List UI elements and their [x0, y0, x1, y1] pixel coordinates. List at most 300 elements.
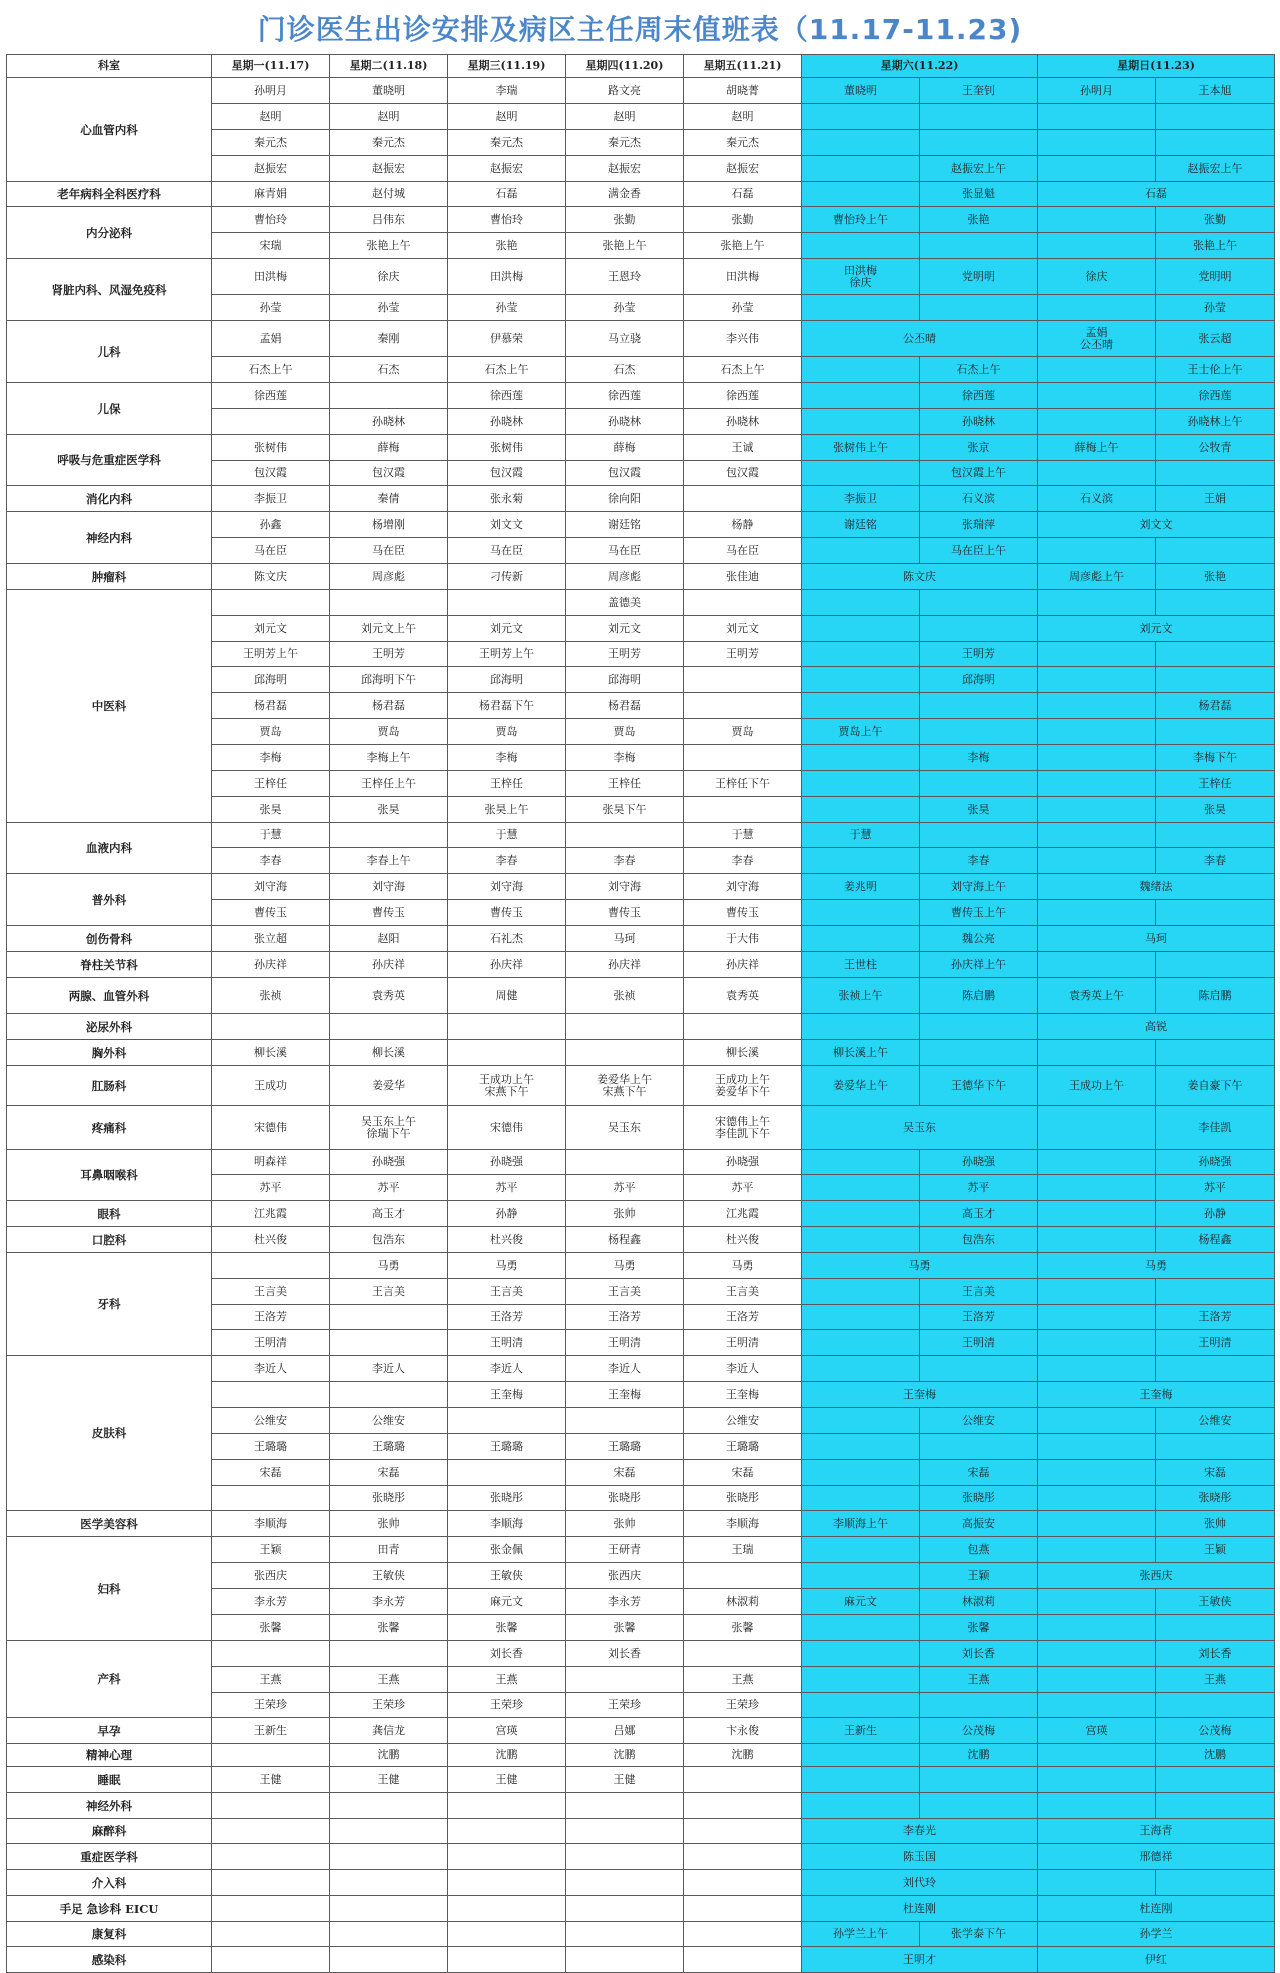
weekday-duty-cell: 王燕: [684, 1667, 802, 1693]
weekday-duty-cell: [330, 1844, 448, 1870]
weekend-duty-cell: [1038, 1641, 1156, 1667]
weekday-duty-cell: 杨君磊: [566, 693, 684, 719]
weekday-duty-cell: 李顺海: [684, 1511, 802, 1537]
weekday-duty-cell: 张勤: [566, 207, 684, 233]
weekday-duty-cell: 王明清: [448, 1330, 566, 1356]
weekday-duty-cell: [566, 1844, 684, 1870]
weekday-duty-cell: 张祯: [212, 978, 330, 1014]
weekday-duty-cell: 孙莹: [212, 295, 330, 321]
weekday-duty-cell: [330, 823, 448, 848]
weekday-duty-cell: 龚信龙: [330, 1718, 448, 1744]
table-row: [7, 383, 1275, 409]
weekday-duty-cell: 明森祥: [212, 1150, 330, 1175]
weekday-duty-cell: 贾岛: [448, 719, 566, 745]
weekend-duty-cell: [1156, 952, 1275, 978]
weekend-duty-cell: 张艳: [920, 207, 1038, 233]
weekday-duty-cell: [330, 1330, 448, 1356]
weekend-duty-cell: 高振安: [920, 1511, 1038, 1537]
weekday-duty-cell: [684, 1947, 802, 1973]
weekday-duty-cell: 张昊下午: [566, 797, 684, 823]
weekend-duty-cell: [802, 1150, 920, 1175]
department-cell: 心血管内科: [7, 78, 212, 182]
weekday-duty-cell: 张帅: [566, 1511, 684, 1537]
weekend-duty-cell: [1156, 1434, 1275, 1460]
weekend-duty-cell: [802, 1201, 920, 1227]
weekday-duty-cell: 孙静: [448, 1201, 566, 1227]
weekend-duty-cell: [1038, 383, 1156, 409]
weekend-duty-cell: 王明清: [920, 1330, 1038, 1356]
weekday-duty-cell: [566, 1947, 684, 1973]
table-row: [7, 1253, 1275, 1279]
department-cell: 手足 急诊科 EICU: [7, 1896, 212, 1922]
weekend-duty-cell: [1038, 295, 1156, 321]
weekday-duty-cell: 王健: [330, 1767, 448, 1793]
weekend-duty-cell: [802, 1175, 920, 1201]
weekday-duty-cell: [212, 1486, 330, 1511]
weekday-duty-cell: 陈文庆: [212, 564, 330, 590]
weekday-duty-cell: 杜兴俊: [448, 1227, 566, 1253]
weekend-duty-cell: [802, 616, 920, 642]
weekend-duty-cell: 党明明: [1156, 259, 1275, 295]
weekend-duty-cell: [802, 1279, 920, 1305]
weekday-duty-cell: [448, 1040, 566, 1066]
weekend-duty-cell: 姜爱华上午: [802, 1066, 920, 1106]
weekend-duty-cell: [802, 1356, 920, 1382]
weekend-duty-cell: [802, 1563, 920, 1589]
weekday-duty-cell: 马在臣: [212, 538, 330, 564]
weekday-duty-cell: 石杰上午: [448, 357, 566, 383]
weekend-duty-cell: 张帅: [1156, 1511, 1275, 1537]
weekend-duty-cell: [802, 693, 920, 719]
weekend-duty-cell: 李振卫: [802, 486, 920, 512]
weekend-duty-cell: [920, 771, 1038, 797]
weekend-duty-cell: 刘守海上午: [920, 874, 1038, 900]
weekend-duty-cell: 王洛芳: [1156, 1305, 1275, 1330]
weekday-duty-cell: 刘守海: [566, 874, 684, 900]
weekday-duty-cell: 杨君磊下午: [448, 693, 566, 719]
weekday-duty-cell: 宋磊: [566, 1460, 684, 1486]
weekday-duty-cell: 李近人: [212, 1356, 330, 1382]
weekday-duty-cell: 赵付城: [330, 182, 448, 207]
weekend-duty-cell: 薛梅上午: [1038, 435, 1156, 461]
weekday-duty-cell: 曹怡玲: [448, 207, 566, 233]
weekday-duty-cell: 宋磊: [212, 1460, 330, 1486]
weekend-duty-cell: [1156, 461, 1275, 486]
weekday-duty-cell: [212, 1382, 330, 1408]
duty-schedule-table: [6, 54, 1275, 1973]
weekday-duty-cell: [330, 1870, 448, 1896]
weekday-duty-cell: 王荣珍: [448, 1693, 566, 1718]
weekend-duty-cell: [1038, 1460, 1156, 1486]
department-cell: 肛肠科: [7, 1066, 212, 1106]
weekday-duty-cell: 曹传玉: [448, 900, 566, 926]
weekend-duty-cell: 王颖: [1156, 1537, 1275, 1563]
weekday-duty-cell: 胡晓菁: [684, 78, 802, 104]
table-row: [7, 564, 1275, 590]
weekend-duty-cell: [802, 926, 920, 952]
weekend-duty-cell: 贾岛上午: [802, 719, 920, 745]
weekend-duty-cell: [1038, 719, 1156, 745]
weekend-duty-cell: 柳长溪上午: [802, 1040, 920, 1066]
weekend-duty-cell: [1038, 1150, 1156, 1175]
weekend-duty-cell: [1156, 719, 1275, 745]
weekday-duty-cell: 周彦彪: [566, 564, 684, 590]
department-cell: 疼痛科: [7, 1106, 212, 1150]
weekday-duty-cell: [684, 590, 802, 616]
weekend-duty-cell: 李顺海上午: [802, 1511, 920, 1537]
weekday-duty-cell: [212, 1793, 330, 1819]
weekday-duty-cell: 孙庆祥: [684, 952, 802, 978]
weekday-duty-cell: 王璐璐: [448, 1434, 566, 1460]
weekday-duty-cell: 张昊: [212, 797, 330, 823]
table-row: [7, 823, 1275, 848]
weekday-duty-cell: 田青: [330, 1537, 448, 1563]
weekday-duty-cell: [212, 590, 330, 616]
weekday-duty-cell: 宋磊: [330, 1460, 448, 1486]
weekend-duty-cell: 公维安: [920, 1408, 1038, 1434]
weekend-duty-cell: [1038, 1330, 1156, 1356]
weekday-duty-cell: 姜爱华: [330, 1066, 448, 1106]
table-row: [7, 926, 1275, 952]
weekday-duty-cell: 李近人: [684, 1356, 802, 1382]
weekend-duty-cell: [802, 1330, 920, 1356]
weekday-duty-cell: 王梓任上午: [330, 771, 448, 797]
weekday-duty-cell: 张金佩: [448, 1537, 566, 1563]
weekend-duty-cell: 王燕: [1156, 1667, 1275, 1693]
department-cell: 早孕: [7, 1718, 212, 1744]
department-cell: 眼科: [7, 1201, 212, 1227]
weekday-duty-cell: 李春: [448, 848, 566, 874]
weekend-duty-cell: 李梅: [920, 745, 1038, 771]
weekday-duty-cell: 孟娟: [212, 321, 330, 357]
department-cell: 皮肤科: [7, 1356, 212, 1511]
weekday-duty-cell: [330, 1641, 448, 1667]
weekend-duty-cell: [802, 1014, 920, 1040]
weekend-duty-cell: 刘文文: [1038, 512, 1275, 538]
weekday-duty-cell: 王奎梅: [448, 1382, 566, 1408]
weekday-duty-cell: 杨君磊: [212, 693, 330, 719]
weekday-duty-cell: 李振卫: [212, 486, 330, 512]
weekday-duty-cell: 刘元文: [684, 616, 802, 642]
weekend-duty-cell: 张昊: [1156, 797, 1275, 823]
weekend-duty-cell: [1038, 1537, 1156, 1563]
weekend-duty-cell: 孙学兰上午: [802, 1922, 920, 1947]
table-row: [7, 1922, 1275, 1947]
weekday-duty-cell: 包汉霞: [566, 461, 684, 486]
weekday-duty-cell: 王洛芳: [212, 1305, 330, 1330]
table-row: [7, 1066, 1275, 1106]
weekday-duty-cell: 秦刚: [330, 321, 448, 357]
weekday-duty-cell: 马在臣: [448, 538, 566, 564]
weekend-duty-cell: 高玉才: [920, 1201, 1038, 1227]
weekend-duty-cell: 王本旭: [1156, 78, 1275, 104]
weekday-duty-cell: 马立骁: [566, 321, 684, 357]
table-row: [7, 512, 1275, 538]
weekday-duty-cell: 宋德伟: [212, 1106, 330, 1150]
header-sun: 星期日(11.23): [1038, 55, 1275, 78]
weekday-duty-cell: 石杰上午: [212, 357, 330, 383]
weekday-duty-cell: 姜爱华上午 宋燕下午: [566, 1066, 684, 1106]
weekend-duty-cell: 王明清: [1156, 1330, 1275, 1356]
weekend-duty-cell: 王敏侠: [1156, 1589, 1275, 1615]
weekday-duty-cell: 刘守海: [212, 874, 330, 900]
weekend-duty-cell: [1038, 1693, 1156, 1718]
weekday-duty-cell: 孙晓林: [566, 409, 684, 435]
weekend-duty-cell: 石磊: [1038, 182, 1275, 207]
weekend-duty-cell: 张云超: [1156, 321, 1275, 357]
weekday-duty-cell: [684, 1014, 802, 1040]
weekday-duty-cell: 王言美: [684, 1279, 802, 1305]
weekday-duty-cell: 李梅: [448, 745, 566, 771]
weekday-duty-cell: 包汉霞: [330, 461, 448, 486]
weekend-duty-cell: [920, 1693, 1038, 1718]
table-row: [7, 1150, 1275, 1175]
weekend-duty-cell: 李春: [920, 848, 1038, 874]
weekday-duty-cell: [566, 1667, 684, 1693]
weekday-duty-cell: 孙莹: [566, 295, 684, 321]
weekday-duty-cell: 王健: [212, 1767, 330, 1793]
weekend-duty-cell: [1156, 900, 1275, 926]
weekday-duty-cell: 孙晓强: [330, 1150, 448, 1175]
weekend-duty-cell: [1038, 1486, 1156, 1511]
weekend-duty-cell: 沈鹏: [920, 1744, 1038, 1767]
weekend-duty-cell: 王言美: [920, 1279, 1038, 1305]
department-cell: 创伤骨科: [7, 926, 212, 952]
weekday-duty-cell: 张馨: [330, 1615, 448, 1641]
weekday-duty-cell: 李春: [566, 848, 684, 874]
weekday-duty-cell: 于大伟: [684, 926, 802, 952]
weekday-duty-cell: 张馨: [566, 1615, 684, 1641]
weekday-duty-cell: 贾岛: [330, 719, 448, 745]
weekend-duty-cell: 宋磊: [1156, 1460, 1275, 1486]
weekend-duty-cell: [1038, 1793, 1156, 1819]
weekday-duty-cell: [330, 1793, 448, 1819]
weekend-duty-cell: [1038, 667, 1156, 693]
weekday-duty-cell: 张帅: [330, 1511, 448, 1537]
weekday-duty-cell: 马勇: [448, 1253, 566, 1279]
weekend-duty-cell: 沈鹏: [1156, 1744, 1275, 1767]
weekend-duty-cell: 伊红: [1038, 1947, 1275, 1973]
weekday-duty-cell: 苏平: [566, 1175, 684, 1201]
weekday-duty-cell: 苏平: [212, 1175, 330, 1201]
weekend-duty-cell: 孙静: [1156, 1201, 1275, 1227]
weekday-duty-cell: [330, 1896, 448, 1922]
department-cell: 神经外科: [7, 1793, 212, 1819]
weekday-duty-cell: 王敏侠: [448, 1563, 566, 1589]
weekday-duty-cell: 包浩东: [330, 1227, 448, 1253]
weekday-duty-cell: 徐向阳: [566, 486, 684, 512]
header-thu: 星期四(11.20): [566, 55, 684, 78]
weekday-duty-cell: 王洛芳: [566, 1305, 684, 1330]
weekend-duty-cell: 孟娟 公丕晴: [1038, 321, 1156, 357]
weekend-duty-cell: 马勇: [1038, 1253, 1275, 1279]
weekday-duty-cell: 李梅: [566, 745, 684, 771]
weekend-duty-cell: 田洪梅 徐庆: [802, 259, 920, 295]
weekday-duty-cell: 谢廷铭: [566, 512, 684, 538]
weekend-duty-cell: [1038, 1305, 1156, 1330]
weekend-duty-cell: [802, 1408, 920, 1434]
weekend-duty-cell: 包燕: [920, 1537, 1038, 1563]
weekend-duty-cell: [802, 233, 920, 259]
weekday-duty-cell: 麻青娟: [212, 182, 330, 207]
weekday-duty-cell: 林淑莉: [684, 1589, 802, 1615]
weekend-duty-cell: [1038, 1615, 1156, 1641]
schedule-body: [7, 78, 1275, 1973]
weekend-duty-cell: [1156, 642, 1275, 667]
weekday-duty-cell: 王燕: [212, 1667, 330, 1693]
weekend-duty-cell: [802, 745, 920, 771]
weekday-duty-cell: 张艳上午: [684, 233, 802, 259]
weekday-duty-cell: 赵明: [684, 104, 802, 130]
weekday-duty-cell: [448, 1793, 566, 1819]
weekday-duty-cell: [330, 1922, 448, 1947]
weekday-duty-cell: 张昊上午: [448, 797, 566, 823]
weekday-duty-cell: 马在臣: [330, 538, 448, 564]
weekday-duty-cell: 曹传玉: [566, 900, 684, 926]
weekday-duty-cell: 石磊: [684, 182, 802, 207]
weekday-duty-cell: 张晓彤: [684, 1486, 802, 1511]
weekend-duty-cell: 王洛芳: [920, 1305, 1038, 1330]
weekday-duty-cell: 张昊: [330, 797, 448, 823]
weekend-duty-cell: 石义滨: [1038, 486, 1156, 512]
weekday-duty-cell: 张勤: [684, 207, 802, 233]
weekday-duty-cell: [212, 1922, 330, 1947]
weekday-duty-cell: 王燕: [448, 1667, 566, 1693]
weekday-duty-cell: 柳长溪: [684, 1040, 802, 1066]
weekend-duty-cell: 徐西莲: [920, 383, 1038, 409]
weekend-duty-cell: 张学泰下午: [920, 1922, 1038, 1947]
table-row: [7, 1641, 1275, 1667]
weekday-duty-cell: 刘元文: [212, 616, 330, 642]
weekday-duty-cell: 杨程鑫: [566, 1227, 684, 1253]
weekday-duty-cell: 王新生: [212, 1718, 330, 1744]
table-row: [7, 1227, 1275, 1253]
weekend-duty-cell: 张艳上午: [1156, 233, 1275, 259]
table-row: [7, 1356, 1275, 1382]
weekend-duty-cell: [802, 1227, 920, 1253]
weekend-duty-cell: 王娟: [1156, 486, 1275, 512]
table-row: [7, 1767, 1275, 1793]
weekday-duty-cell: [566, 1793, 684, 1819]
weekday-duty-cell: 薛梅: [566, 435, 684, 461]
weekday-duty-cell: [330, 1014, 448, 1040]
weekend-duty-cell: 王德华下午: [920, 1066, 1038, 1106]
weekday-duty-cell: 杜兴俊: [684, 1227, 802, 1253]
weekday-duty-cell: 孙庆祥: [448, 952, 566, 978]
weekend-duty-cell: 马在臣上午: [920, 538, 1038, 564]
weekend-duty-cell: [802, 409, 920, 435]
weekend-duty-cell: 谢廷铭: [802, 512, 920, 538]
header-wed: 星期三(11.19): [448, 55, 566, 78]
department-cell: 呼吸与危重症医学科: [7, 435, 212, 486]
weekday-duty-cell: 杨君磊: [330, 693, 448, 719]
table-row: [7, 1744, 1275, 1767]
table-row: [7, 259, 1275, 295]
weekend-duty-cell: [802, 900, 920, 926]
weekend-duty-cell: [920, 1767, 1038, 1793]
department-cell: 睡眠: [7, 1767, 212, 1793]
table-row: [7, 1844, 1275, 1870]
weekend-duty-cell: 包汉霞上午: [920, 461, 1038, 486]
weekday-duty-cell: 于慧: [448, 823, 566, 848]
weekday-duty-cell: 王璐璐: [684, 1434, 802, 1460]
weekday-duty-cell: 王明芳: [330, 642, 448, 667]
weekday-duty-cell: 公维安: [330, 1408, 448, 1434]
weekend-duty-cell: 宫瑛: [1038, 1718, 1156, 1744]
weekend-duty-cell: [1038, 1201, 1156, 1227]
weekday-duty-cell: 吴玉东上午 徐瑞下午: [330, 1106, 448, 1150]
weekday-duty-cell: 李近人: [566, 1356, 684, 1382]
weekend-duty-cell: 公维安: [1156, 1408, 1275, 1434]
weekday-duty-cell: 曹传玉: [212, 900, 330, 926]
weekday-duty-cell: [566, 1408, 684, 1434]
weekend-duty-cell: [920, 295, 1038, 321]
weekday-duty-cell: 包汉霞: [684, 461, 802, 486]
department-cell: 儿保: [7, 383, 212, 435]
weekday-duty-cell: 于慧: [684, 823, 802, 848]
weekday-duty-cell: [448, 1870, 566, 1896]
weekday-duty-cell: 刘元文上午: [330, 616, 448, 642]
weekday-duty-cell: 宋瑞: [212, 233, 330, 259]
weekend-duty-cell: [1156, 130, 1275, 156]
weekend-duty-cell: [920, 233, 1038, 259]
weekend-duty-cell: 宋磊: [920, 1460, 1038, 1486]
weekday-duty-cell: 王荣珍: [330, 1693, 448, 1718]
weekday-duty-cell: 李近人: [330, 1356, 448, 1382]
table-row: [7, 1896, 1275, 1922]
weekday-duty-cell: 张馨: [448, 1615, 566, 1641]
weekday-duty-cell: 王成功上午 姜爱华下午: [684, 1066, 802, 1106]
department-cell: 老年病科全科医疗科: [7, 182, 212, 207]
weekday-duty-cell: 沈鹏: [448, 1744, 566, 1767]
weekday-duty-cell: 田洪梅: [684, 259, 802, 295]
weekday-duty-cell: 赵明: [566, 104, 684, 130]
weekday-duty-cell: [684, 1870, 802, 1896]
weekday-duty-cell: 刘元文: [448, 616, 566, 642]
department-cell: 产科: [7, 1641, 212, 1718]
weekend-duty-cell: [1038, 104, 1156, 130]
weekend-duty-cell: 王明芳: [920, 642, 1038, 667]
weekend-duty-cell: [802, 1693, 920, 1718]
weekend-duty-cell: 曹传玉上午: [920, 900, 1038, 926]
weekday-duty-cell: 石杰: [566, 357, 684, 383]
weekend-duty-cell: 包浩东: [920, 1227, 1038, 1253]
weekend-duty-cell: 张馨: [920, 1615, 1038, 1641]
weekday-duty-cell: 李顺海: [212, 1511, 330, 1537]
weekend-duty-cell: [1038, 1767, 1156, 1793]
weekday-duty-cell: [448, 1460, 566, 1486]
weekend-duty-cell: [1038, 745, 1156, 771]
weekday-duty-cell: [684, 1793, 802, 1819]
weekday-duty-cell: [212, 1819, 330, 1844]
department-cell: 脊柱关节科: [7, 952, 212, 978]
weekday-duty-cell: 张晓彤: [566, 1486, 684, 1511]
weekday-duty-cell: 孙庆祥: [330, 952, 448, 978]
weekend-duty-cell: [1038, 409, 1156, 435]
weekday-duty-cell: 徐西莲: [212, 383, 330, 409]
weekday-duty-cell: 马在臣: [566, 538, 684, 564]
weekday-duty-cell: 王璐璐: [330, 1434, 448, 1460]
weekday-duty-cell: 王健: [448, 1767, 566, 1793]
weekday-duty-cell: 张永菊: [448, 486, 566, 512]
weekend-duty-cell: [1038, 797, 1156, 823]
weekend-duty-cell: 魏绪法: [1038, 874, 1275, 900]
table-row: [7, 435, 1275, 461]
weekend-duty-cell: [802, 797, 920, 823]
weekday-duty-cell: 李兴伟: [684, 321, 802, 357]
weekday-duty-cell: 董晓明: [330, 78, 448, 104]
weekend-duty-cell: [1156, 1693, 1275, 1718]
